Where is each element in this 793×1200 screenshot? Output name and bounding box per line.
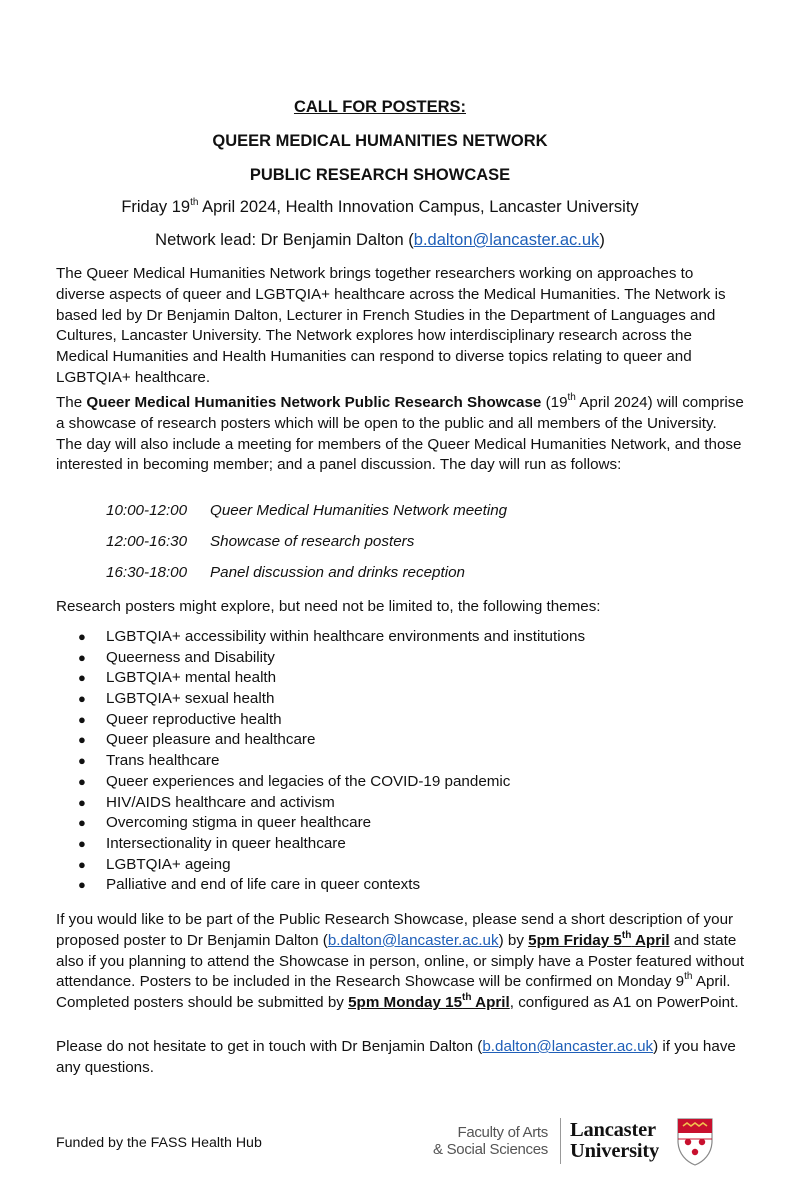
theme-text: Queer pleasure and healthcare [106,731,316,749]
submission-instructions [56,910,746,1014]
ordinal: th [567,391,576,403]
text: ) by [498,931,529,949]
showcase-name: Queer Medical Humanities Network Public Research Showcase [86,394,542,411]
faculty-line-2: & Social Sciences [433,1141,548,1158]
text: 5pm Monday 15 [348,994,463,1012]
text: , configured as A1 on PowerPoint. [509,994,739,1012]
text: ) if you have any questions. [56,1038,736,1076]
list-item [56,772,585,793]
theme-text: Palliative and end of life care in queer contexts [106,876,421,894]
event-date-line [0,198,760,217]
theme-text: LGBTQIA+ sexual health [106,690,275,708]
themes-intro: Research posters might explore, but need not be limited to, the following themes: [56,598,601,615]
schedule-event: Panel discussion and drinks reception [210,564,465,581]
schedule-time: 16:30-18:00 [106,564,188,581]
theme-text: Queer experiences and legacies of the COVID-19 pandemic [106,772,511,790]
bullet-icon: ● [78,691,86,707]
network-lead-line [0,231,760,250]
schedule-item [106,564,465,581]
bullet-icon: ● [78,815,86,831]
bullet-icon: ● [78,629,86,644]
bullet-icon: ● [78,773,86,789]
bullet-icon: ● [78,732,86,748]
university-line-2: University [570,1140,660,1162]
text: April [631,931,670,949]
list-item [56,855,585,876]
logo-divider [560,1118,561,1164]
lancaster-crest-icon [676,1117,714,1167]
list-item [56,730,585,751]
text: Please do not hesitate to get in touch with Dr Benjamin Dalton ( [56,1038,483,1055]
contact-paragraph [56,1037,746,1079]
bullet-icon: ● [78,753,86,769]
bullet-icon: ● [78,877,86,893]
showcase-description [56,393,746,476]
schedule-item [106,502,507,519]
ordinal: th [684,971,693,983]
theme-text: Overcoming stigma in queer healthcare [106,814,372,832]
text: April [471,994,510,1012]
lead-close: ) [599,231,605,249]
list-item [56,689,585,710]
network-description: The Queer Medical Humanities Network brings together researchers working on approaches to diverse aspects of queer and LGBTQIA+ healthcare across the Medical Humanities. The Network is based led by Dr Benjamin Dalton, Lecturer in French Studies in the Department of Languages and Cultures, Lancaster University. The Network explores how interdisciplinary research across the Medical Humanities and Health Humanities can respond to diverse topics relating to queer and LGBTQIA+ healthcare. [56,265,726,386]
date-ordinal: th [190,196,199,208]
schedule-time: 10:00-12:00 [106,502,188,519]
text: If you would like to be part of the Public Research Showcase, please send a short description of your proposed poster to Dr Benjamin Dalton ( [56,911,734,949]
deadline-2 [348,994,510,1011]
theme-text: Queer reproductive health [106,710,282,728]
date-text: Friday 19 [121,198,191,216]
list-item [56,627,585,648]
call-title: CALL FOR POSTERS: [293,98,467,116]
schedule-event: Showcase of research posters [210,533,415,550]
faculty-line-1: Faculty of Arts [457,1124,548,1141]
submission-email-link[interactable]: b.dalton@lancaster.ac.uk [327,931,499,949]
bullet-icon: ● [78,794,86,810]
university-logo [570,1120,659,1162]
contact-email-link[interactable]: b.dalton@lancaster.ac.uk [482,1038,654,1055]
bullet-icon: ● [78,670,86,686]
funding-note: Funded by the FASS Health Hub [56,1135,262,1151]
lead-email-link[interactable]: b.dalton@lancaster.ac.uk [413,231,600,249]
list-item [56,648,585,669]
list-item [56,710,585,731]
theme-text: LGBTQIA+ accessibility within healthcare environments and institutions [106,628,586,645]
lead-text: Network lead: Dr Benjamin Dalton ( [155,231,414,249]
schedule-item [106,533,414,550]
bullet-icon: ● [78,711,86,727]
bullet-icon: ● [78,835,86,851]
themes-list [56,627,585,896]
schedule-event: Queer Medical Humanities Network meeting [210,502,508,519]
bullet-icon: ● [78,856,86,872]
bullet-icon: ● [78,649,86,665]
theme-text: LGBTQIA+ mental health [106,669,277,687]
schedule-time: 12:00-16:30 [106,533,188,550]
list-item [56,751,585,772]
text: April. Completed posters should be submitted by [56,973,731,1012]
theme-text: Intersectionality in queer healthcare [106,834,346,852]
list-item [56,793,585,814]
list-item [56,813,585,834]
theme-text: HIV/AIDS healthcare and activism [106,793,335,811]
showcase-title: PUBLIC RESEARCH SHOWCASE [249,166,511,184]
deadline-1 [528,929,670,949]
list-item [56,668,585,689]
theme-text: Queerness and Disability [106,648,275,666]
list-item [56,834,585,855]
faculty-logo [412,1124,548,1158]
text: April 2024) will comprise a showcase of research posters which will be open to the public and all members of the University. The day will also include a meeting for members of the Queer Medical Humanities Network, and those interested in becoming member; and a panel discussion. The day will run as follows: [56,394,744,474]
ordinal: th [621,929,632,941]
text: and state also if you planning to attend the Showcase in person, online, or simply have a Poster featured without attendance. Posters to be included in the Research Showcase will be confirmed on Monday 9 [56,931,745,991]
network-title: QUEER MEDICAL HUMANITIES NETWORK [212,132,548,150]
text: 5pm Friday 5 [528,931,622,949]
university-line-1: Lancaster [570,1119,656,1141]
date-location: April 2024, Health Innovation Campus, Lancaster University [198,198,639,216]
theme-text: Trans healthcare [106,752,220,770]
ordinal: th [462,992,472,1004]
list-item [56,875,585,896]
text: The [56,394,87,411]
theme-text: LGBTQIA+ ageing [106,855,231,873]
text: (19 [541,394,568,411]
